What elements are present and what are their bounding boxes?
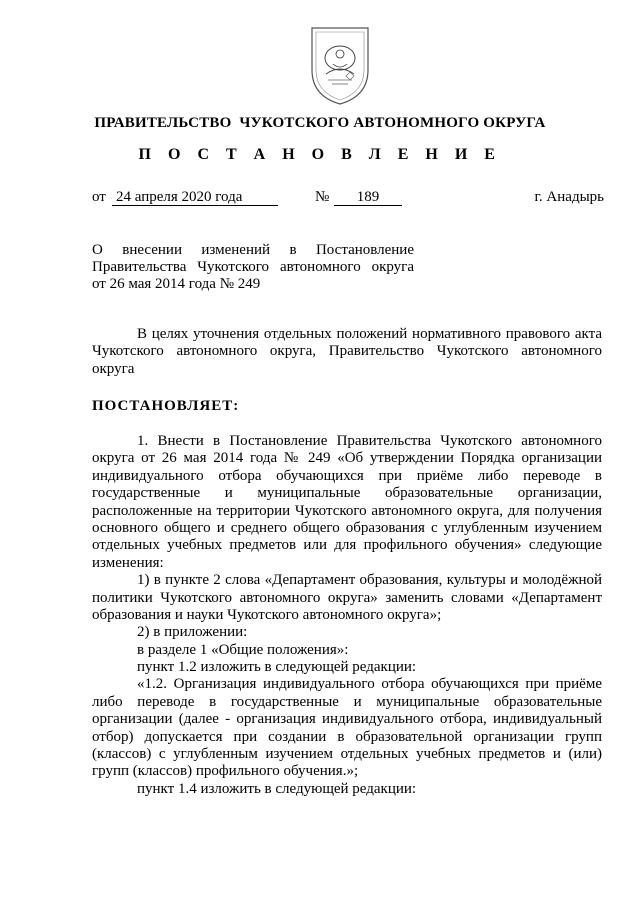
body-line: отбор) допускается при создании в образовательной организации групп xyxy=(92,728,602,745)
subject-line: Правительства Чукотского автономного округа xyxy=(92,259,414,275)
body-line: округа от 26 мая 2014 года № 249 «Об утверждении Порядка организации xyxy=(92,450,602,467)
body-line: политики Чукотского автономного округа» заменить словами «Департамент xyxy=(92,589,602,606)
body-line: организации (далее - организация индивидуального отбора, индивидуальный xyxy=(92,711,602,728)
body-line: 1) в пункте 2 слова «Департамент образования, культуры и молодёжной xyxy=(137,572,602,589)
preamble-line: округа xyxy=(92,360,135,377)
body-line: государственные и муниципальные образовательные организации, xyxy=(92,485,602,502)
body-line: основного общего и среднего общего образования с углубленным изучением xyxy=(92,519,602,536)
body-line: индивидуального отбора обучающихся при приёме либо переводе в xyxy=(92,467,602,484)
body-line: образования и науки Чукотского автономного округа»; xyxy=(92,606,442,623)
preamble-line: В целях уточнения отдельных положений нормативного правового акта xyxy=(137,326,602,342)
resolves-heading: ПОСТАНОВЛЯЕТ: xyxy=(92,398,240,414)
body-line: либо переводе в государственные и муниципальные образовательные xyxy=(92,693,602,710)
subject-line: от 26 мая 2014 года № 249 xyxy=(92,276,261,292)
body-line: групп (классов) профильного обучения.»; xyxy=(92,763,359,780)
document-city: г. Анадырь xyxy=(534,189,604,205)
subject-line: О внесении изменений в Постановление xyxy=(92,242,414,258)
body-line: пункт 1.2 изложить в следующей редакции: xyxy=(137,659,417,676)
body-line: 1. Внести в Постановление Правительства Чукотского автономного xyxy=(137,433,602,449)
body-line: 2) в приложении: xyxy=(137,624,248,641)
document-date: 24 апреля 2020 года xyxy=(112,189,278,206)
body-line: расположенные на территории Чукотского автономного округа, для получения xyxy=(92,502,602,519)
document-body xyxy=(92,433,602,798)
document-type-title: П О С Т А Н О В Л Е Н И Е xyxy=(138,146,502,163)
body-line: отдельных учебных предметов или для профильного обучения» следующие xyxy=(92,537,602,554)
government-title: ПРАВИТЕЛЬСТВО ЧУКОТСКОГО АВТОНОМНОГО ОКРУГА xyxy=(94,115,546,131)
preamble-line: Чукотского автономного округа, Правительство Чукотского автономного xyxy=(92,343,602,360)
number-label: № xyxy=(315,189,330,205)
document-subject xyxy=(92,242,414,293)
body-line: «1.2. Организация индивидуального отбора обучающихся при приёме xyxy=(137,676,602,693)
body-line: пункт 1.4 изложить в следующей редакции: xyxy=(137,780,417,797)
date-prefix: от xyxy=(92,189,106,205)
body-line: в разделе 1 «Общие положения»: xyxy=(137,641,349,658)
preamble xyxy=(92,326,602,378)
coat-of-arms-icon xyxy=(306,24,374,106)
document-number: 189 xyxy=(334,189,402,206)
body-line: (классов) с углубленным изучением отдельных учебных предметов и (или) xyxy=(92,746,602,763)
body-line: изменения: xyxy=(92,554,164,571)
